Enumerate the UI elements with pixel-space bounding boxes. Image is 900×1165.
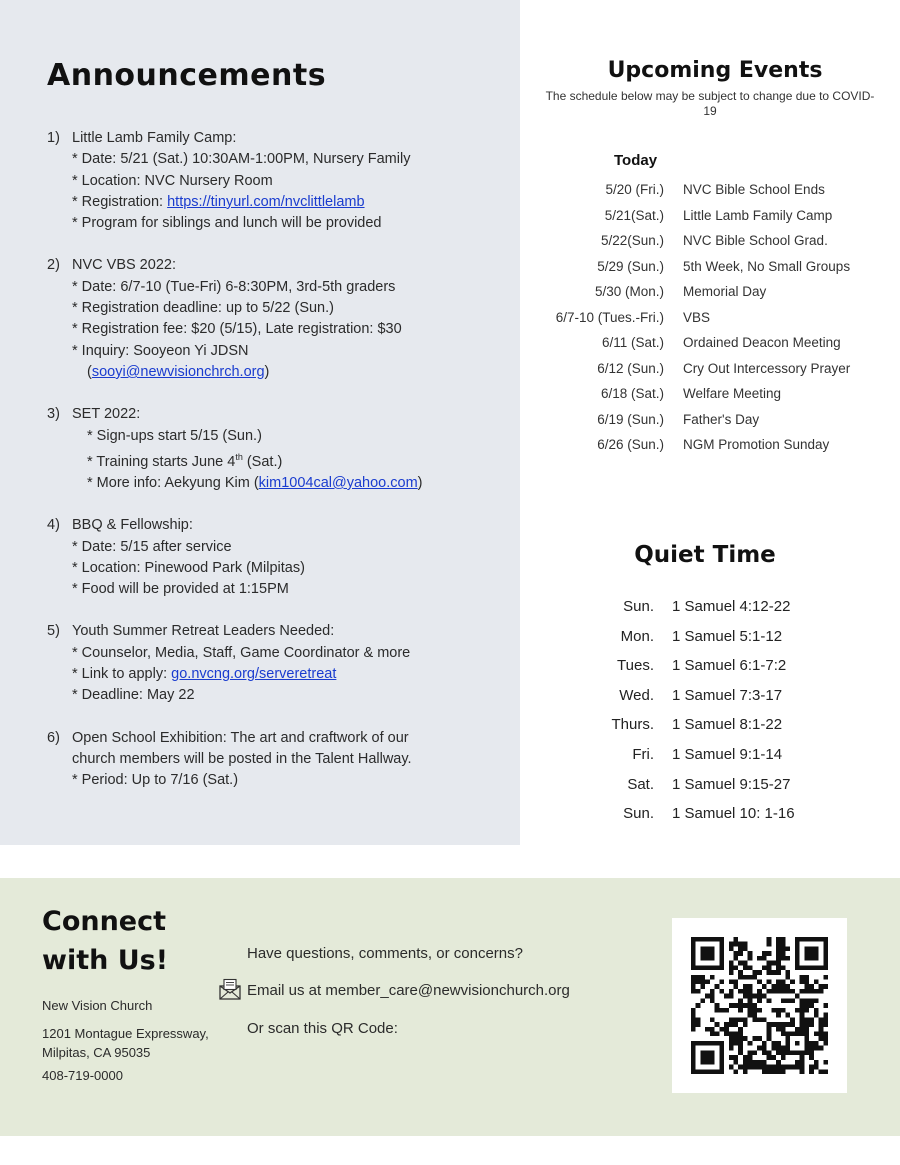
- quiet-time-row: [560, 681, 890, 711]
- announcement-line: [72, 319, 507, 340]
- event-name: NGM Promotion Sunday: [683, 437, 830, 452]
- quiet-time-reference: 1 Samuel 8:1-22: [672, 716, 783, 734]
- event-row: [530, 408, 890, 434]
- quiet-time-reference: 1 Samuel 4:12-22: [672, 598, 791, 615]
- line-text-after: (Sat.): [242, 453, 283, 470]
- announcement-line: [72, 749, 507, 770]
- address-line2: Milpitas, CA 95035: [42, 1045, 151, 1060]
- scan-text: Or scan this QR Code:: [247, 1020, 398, 1037]
- quiet-time-day: Sat.: [627, 775, 654, 793]
- event-row: [530, 255, 890, 281]
- quiet-time-reference: 1 Samuel 7:3-17: [672, 686, 783, 704]
- line-text: * Location: NVC Nursery Room: [72, 172, 273, 189]
- announcement-line: [72, 579, 507, 600]
- event-row: [530, 331, 890, 357]
- announcement-number: 5): [47, 623, 60, 640]
- quiet-time-row: [560, 622, 890, 652]
- announcement-line: [72, 685, 507, 706]
- event-row: [530, 382, 890, 408]
- announcement-link[interactable]: go.nvcng.org/serveretreat: [171, 666, 337, 683]
- upcoming-events-title: Upcoming Events: [607, 58, 823, 83]
- announcement-item: [47, 128, 507, 234]
- quiet-time-day: Mon.: [620, 627, 654, 645]
- email-text[interactable]: Email us at member_care@newvisionchurch.org: [247, 982, 570, 999]
- announcement-item: [47, 515, 507, 600]
- announcement-line: [72, 537, 507, 558]
- line-text-after: ): [417, 474, 423, 491]
- announcement-line: [72, 255, 507, 276]
- announcement-line: [72, 515, 507, 536]
- event-name: Ordained Deacon Meeting: [683, 335, 841, 350]
- envelope-icon: [218, 978, 242, 1000]
- event-date: 6/26 (Sun.): [597, 437, 664, 452]
- event-date: 6/19 (Sun.): [597, 411, 664, 427]
- line-text: BBQ & Fellowship:: [72, 517, 193, 534]
- line-text: * Date: 6/7-10 (Tue-Fri) 6-8:30PM, 3rd-5th graders: [72, 278, 396, 295]
- event-name: Welfare Meeting: [683, 386, 782, 401]
- line-superscript: th: [235, 451, 243, 462]
- event-name: 5th Week, No Small Groups: [683, 258, 851, 274]
- announcement-line: [72, 426, 507, 447]
- quiet-time-day: Tues.: [617, 657, 654, 675]
- line-text-after: ): [264, 363, 270, 380]
- event-row: [530, 357, 890, 383]
- event-date: 5/20 (Fri.): [605, 182, 664, 197]
- line-text: Little Lamb Family Camp:: [72, 130, 237, 146]
- line-text: * Period: Up to 7/16 (Sat.): [72, 772, 239, 789]
- quiet-time-day: Wed.: [619, 686, 654, 704]
- quiet-time-reference: 1 Samuel 9:1-14: [672, 745, 783, 763]
- line-text: * Registration:: [72, 193, 168, 210]
- announcement-number: 2): [47, 257, 60, 274]
- quiet-time-row: [560, 651, 890, 681]
- event-date: 6/7-10 (Tues.-Fri.): [555, 309, 664, 325]
- church-phone: 408-719-0000: [42, 1068, 123, 1083]
- line-text: * Food will be provided at 1:15PM: [72, 581, 289, 598]
- announcement-item: [47, 621, 507, 706]
- line-text: * Location: Pinewood Park (Milpitas): [72, 559, 305, 576]
- event-name: Memorial Day: [683, 284, 767, 299]
- address-line1: 1201 Montague Expressway,: [42, 1026, 209, 1041]
- event-row: [530, 178, 890, 204]
- line-text: * More info: Aekyung Kim (: [87, 474, 259, 491]
- announcement-line: [72, 447, 507, 473]
- quiet-time-reference: 1 Samuel 10: 1-16: [672, 805, 795, 823]
- quiet-time-reference: 1 Samuel 9:15-27: [672, 775, 791, 793]
- announcement-line: [72, 362, 507, 383]
- quiet-time-row: [560, 592, 890, 622]
- announcement-item: [47, 255, 507, 383]
- event-name: Little Lamb Family Camp: [683, 207, 833, 223]
- connect-title: [42, 902, 222, 980]
- announcement-line: [72, 621, 507, 642]
- announcement-line: [72, 558, 507, 579]
- line-text: (: [87, 363, 92, 380]
- event-row: [530, 229, 890, 255]
- quiet-time-row: [560, 740, 890, 770]
- line-text: * Inquiry: Sooyeon Yi JDSN: [72, 342, 249, 359]
- connect-title-line1: Connect: [42, 906, 167, 937]
- announcement-line: [72, 770, 507, 791]
- connect-title-line2: with Us!: [42, 945, 169, 976]
- qr-code-image: [691, 937, 828, 1074]
- line-text: SET 2022:: [72, 406, 141, 423]
- event-date: 5/30 (Mon.): [594, 284, 664, 299]
- announcement-number: 3): [47, 406, 60, 423]
- line-text: * Registration fee: $20 (5/15), Late registration: $30: [72, 321, 402, 338]
- today-label: Today: [614, 152, 658, 169]
- church-address: [42, 1024, 209, 1062]
- event-row: [530, 204, 890, 230]
- announcement-line: [72, 664, 507, 685]
- event-row: [530, 433, 890, 459]
- event-date: 6/12 (Sun.): [597, 360, 664, 376]
- event-name: VBS: [683, 309, 711, 325]
- line-text: * Date: 5/15 after service: [72, 538, 232, 555]
- event-date: 6/18 (Sat.): [600, 386, 664, 401]
- announcement-item: [47, 728, 507, 792]
- line-text: church members will be posted in the Talent Hallway.: [72, 750, 412, 767]
- line-text: * Counselor, Media, Staff, Game Coordinator & more: [72, 644, 411, 661]
- announcement-line: [72, 149, 507, 170]
- announcement-link[interactable]: https://tinyurl.com/nvclittlelamb: [167, 193, 365, 210]
- quiet-time-title: Quiet Time: [634, 542, 776, 568]
- announcement-number: 1): [47, 130, 60, 146]
- announcements-list: [47, 128, 507, 813]
- announcements-title: Announcements: [47, 58, 327, 93]
- questions-text: Have questions, comments, or concerns?: [247, 945, 523, 962]
- qr-code[interactable]: [672, 918, 847, 1093]
- line-text: Open School Exhibition: The art and craftwork of our: [72, 729, 409, 746]
- quiet-time-reference: 1 Samuel 6:1-7:2: [672, 657, 787, 675]
- announcement-line: [72, 473, 507, 494]
- line-text: * Link to apply:: [72, 666, 172, 683]
- announcement-line: [72, 213, 507, 234]
- line-text: * Training starts June 4: [87, 453, 236, 470]
- line-text: * Deadline: May 22: [72, 687, 195, 704]
- announcement-number: 6): [47, 729, 60, 746]
- event-date: 5/22(Sun.): [600, 233, 664, 248]
- quiet-time-day: Sun.: [623, 805, 654, 823]
- line-text: * Registration deadline: up to 5/22 (Sun.): [72, 300, 334, 317]
- announcement-line: [72, 192, 507, 213]
- event-name: NVC Bible School Grad.: [683, 233, 828, 248]
- event-date: 6/11 (Sat.): [601, 335, 664, 350]
- events-list: [530, 178, 890, 459]
- announcement-line: [72, 171, 507, 192]
- event-date: 5/29 (Sun.): [597, 258, 664, 274]
- church-name: New Vision Church: [42, 998, 153, 1013]
- quiet-time-reference: 1 Samuel 5:1-12: [672, 627, 783, 645]
- line-text: * Program for siblings and lunch will be provided: [72, 215, 382, 232]
- quiet-time-day: Fri.: [632, 745, 654, 763]
- announcement-line: [72, 277, 507, 298]
- quiet-time-row: [560, 770, 890, 800]
- announcement-line: [72, 128, 507, 149]
- line-text: Youth Summer Retreat Leaders Needed:: [72, 623, 335, 640]
- quiet-time-day: Thurs.: [611, 716, 654, 734]
- event-name: Cry Out Intercessory Prayer: [683, 360, 851, 376]
- line-text: * Date: 5/21 (Sat.) 10:30AM-1:00PM, Nursery Family: [72, 151, 411, 168]
- announcement-line: [72, 728, 507, 749]
- announcement-line: [72, 341, 507, 362]
- upcoming-events-subtitle: The schedule below may be subject to change due to COVID-19: [545, 89, 875, 118]
- quiet-time-row: [560, 710, 890, 740]
- quiet-time-list: [560, 592, 890, 829]
- announcement-link[interactable]: sooyi@newvisionchrch.org: [91, 363, 265, 380]
- event-row: [530, 280, 890, 306]
- announcement-line: [72, 298, 507, 319]
- quiet-time-row: [560, 799, 890, 829]
- announcement-line: [72, 404, 507, 425]
- line-text: * Sign-ups start 5/15 (Sun.): [87, 427, 262, 444]
- event-date: 5/21(Sat.): [604, 207, 664, 223]
- event-name: NVC Bible School Ends: [683, 182, 825, 197]
- event-name: Father's Day: [683, 411, 760, 427]
- event-row: [530, 306, 890, 332]
- announcement-number: 4): [47, 517, 60, 534]
- quiet-time-day: Sun.: [623, 598, 654, 615]
- announcement-item: [47, 404, 507, 494]
- announcement-line: [72, 643, 507, 664]
- line-text: NVC VBS 2022:: [72, 257, 176, 274]
- announcement-link[interactable]: kim1004cal@yahoo.com: [258, 474, 418, 491]
